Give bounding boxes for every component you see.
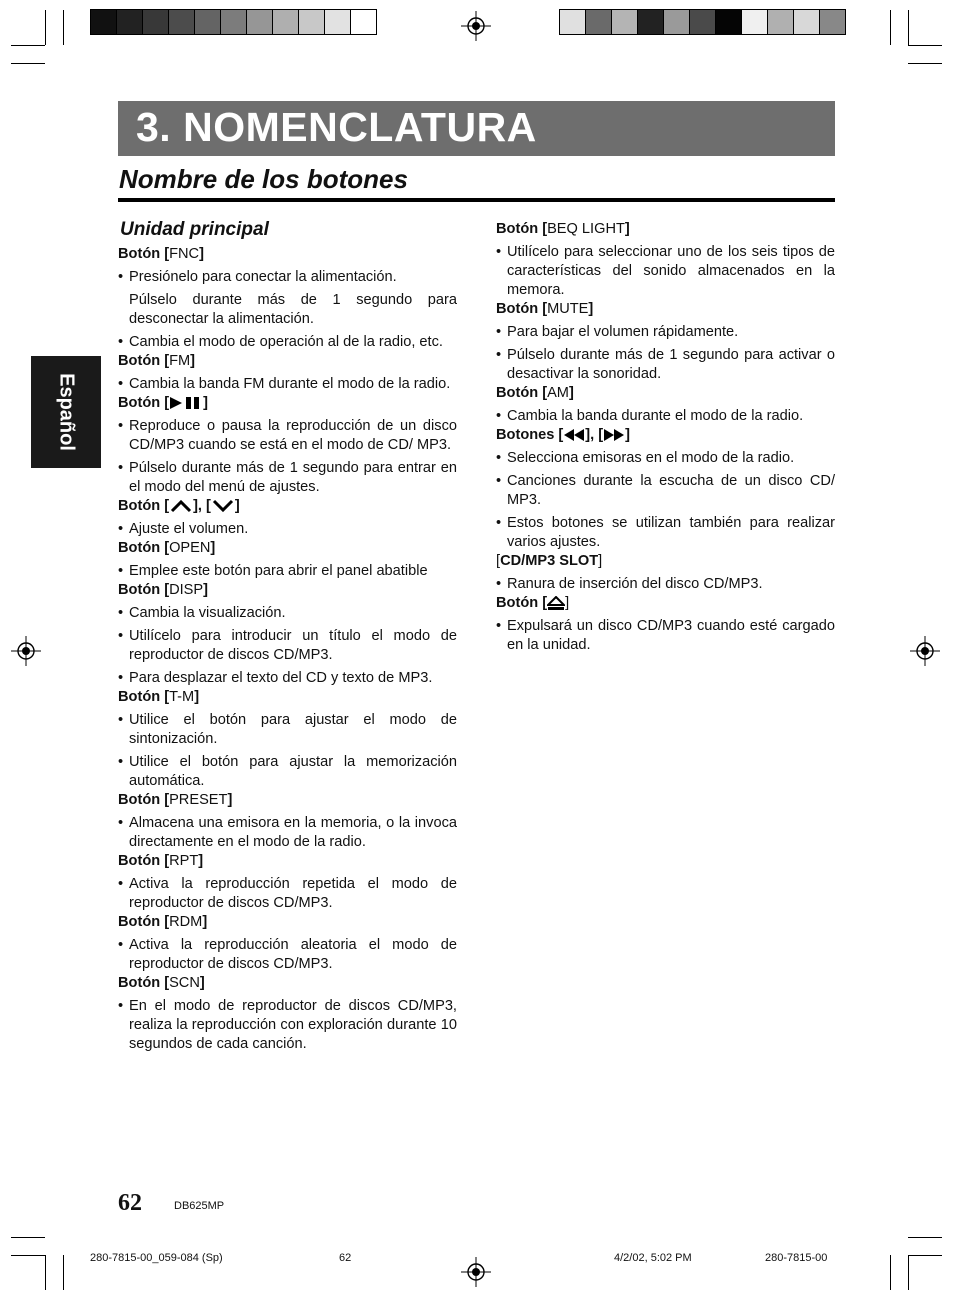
- entry-beq-light: [496, 220, 835, 300]
- list-item: • Almacena una emisora en la memoria, o la invoca directamente en el modo de la radio.: [118, 815, 457, 850]
- page-title: 3. NOMENCLATURA: [136, 104, 537, 150]
- list-item: • Estos botones se utilizan también para realizar varios ajustes.: [496, 515, 835, 550]
- color-swatch: [143, 10, 169, 34]
- color-swatch: [91, 10, 117, 34]
- list-item: • Cambia la banda FM durante el modo de la radio.: [118, 376, 451, 392]
- color-swatch: [664, 10, 690, 34]
- list-item: • Reproduce o pausa la reproducción de un disco CD/MP3 cuando se está en el modo de CD/ MP3.: [118, 418, 457, 453]
- crop-mark: [908, 1255, 942, 1256]
- list-item: • Utilice el botón para ajustar la memorización automática.: [118, 754, 457, 789]
- list-item-continuation: Púlselo durante más de 1 segundo para desconectar la alimentación.: [129, 292, 457, 327]
- list-item: • Activa la reproducción aleatoria el modo de reproductor de discos CD/MP3.: [118, 937, 457, 972]
- crop-mark: [908, 1237, 942, 1238]
- list-item: • Presiónelo para conectar la alimentación.: [118, 269, 397, 285]
- print-page-number: 62: [339, 1252, 352, 1264]
- entry-rdm: [118, 913, 457, 974]
- crop-mark: [45, 1255, 46, 1290]
- crop-mark: [890, 1255, 891, 1290]
- color-swatch: [325, 10, 351, 34]
- file-reference: 280-7815-00_059-084 (Sp): [90, 1252, 223, 1264]
- color-swatch: [221, 10, 247, 34]
- entry-eject: [496, 594, 835, 655]
- fast-forward-icon: [603, 428, 625, 442]
- list-item: • Expulsará un disco CD/MP3 cuando esté cargado en la unidad.: [496, 618, 835, 653]
- color-swatch: [299, 10, 325, 34]
- entry-heading: Botón [AM]: [496, 385, 574, 401]
- color-swatch: [195, 10, 221, 34]
- entry-heading: Botón [FM]: [118, 353, 196, 369]
- registration-mark-icon: [461, 11, 491, 41]
- entry-fnc: [118, 245, 457, 352]
- part-number: 280-7815-00: [765, 1252, 828, 1264]
- color-swatch: [638, 10, 664, 34]
- color-swatch: [247, 10, 273, 34]
- color-swatch: [351, 10, 376, 34]
- list-item: • Utilice el botón para ajustar el modo de sintonización.: [118, 712, 457, 747]
- entry-fm: [118, 352, 457, 394]
- entry-seek: [496, 426, 835, 552]
- entry-heading: Botón [ ]: [118, 395, 208, 411]
- chevron-up-icon: [169, 499, 193, 513]
- entry-heading: Botón [MUTE]: [496, 301, 594, 317]
- crop-mark: [11, 63, 45, 64]
- entry-am: [496, 384, 835, 426]
- registration-mark-icon: [11, 636, 41, 666]
- crop-mark: [63, 10, 64, 45]
- color-bar-right: [559, 9, 846, 35]
- color-swatch: [560, 10, 586, 34]
- list-item: • Para desplazar el texto del CD y texto de MP3.: [118, 670, 433, 686]
- color-swatch: [794, 10, 820, 34]
- right-column: [496, 220, 835, 655]
- color-swatch: [612, 10, 638, 34]
- crop-mark: [45, 10, 46, 45]
- left-column: [118, 220, 457, 1054]
- color-swatch: [169, 10, 195, 34]
- color-swatch: [820, 10, 845, 34]
- entry-preset: [118, 791, 457, 852]
- color-swatch: [716, 10, 742, 34]
- crop-mark: [63, 1255, 64, 1290]
- entry-heading: Botón [T-M]: [118, 689, 200, 705]
- list-item: • Canciones durante la escucha de un disco CD/ MP3.: [496, 473, 835, 508]
- play-pause-icon: [169, 396, 203, 410]
- list-item: • En el modo de reproductor de discos CD/MP3, realiza la reproducción con exploración durante 10 segundos de cada canción.: [118, 998, 457, 1052]
- page-subtitle: Nombre de los botones: [119, 164, 408, 194]
- entry-play-pause: [118, 394, 457, 497]
- list-item: • Para bajar el volumen rápidamente.: [496, 324, 739, 340]
- color-swatch: [690, 10, 716, 34]
- crop-mark: [11, 1255, 45, 1256]
- list-item: • Cambia la visualización.: [118, 605, 286, 621]
- entry-heading: Botón [ ], [ ]: [118, 498, 240, 514]
- entry-heading: Botones [ ], [ ]: [496, 427, 631, 443]
- print-date: 4/2/02, 5:02 PM: [614, 1252, 692, 1264]
- entry-heading: [CD/MP3 SLOT]: [496, 553, 603, 569]
- entry-tm: [118, 688, 457, 791]
- entry-heading: Botón [RDM]: [118, 914, 208, 930]
- entry-open: [118, 539, 457, 581]
- list-item: • Cambia el modo de operación al de la radio, etc.: [118, 334, 443, 350]
- list-item: • Púlselo durante más de 1 segundo para entrar en el modo del menú de ajustes.: [118, 460, 457, 495]
- list-item: • Cambia la banda durante el modo de la radio.: [496, 408, 804, 424]
- section-title: Unidad principal: [120, 219, 269, 240]
- page-number: 62: [118, 1190, 142, 1216]
- list-item: • Púlselo durante más de 1 segundo para activar o desactivar la sonoridad.: [496, 347, 835, 382]
- crop-mark: [908, 45, 942, 46]
- crop-mark: [11, 45, 45, 46]
- list-item: • Selecciona emisoras en el modo de la radio.: [496, 450, 795, 466]
- crop-mark: [890, 10, 891, 45]
- color-swatch: [586, 10, 612, 34]
- entry-heading: Botón [OPEN]: [118, 540, 216, 556]
- entry-heading: Botón [BEQ LIGHT]: [496, 221, 630, 237]
- color-swatch: [768, 10, 794, 34]
- entry-scn: [118, 974, 457, 1054]
- list-item: • Emplee este botón para abrir el panel abatible: [118, 563, 428, 579]
- registration-mark-icon: [910, 636, 940, 666]
- chevron-down-icon: [211, 499, 235, 513]
- entry-heading: Botón [SCN]: [118, 975, 205, 991]
- color-swatch: [273, 10, 299, 34]
- crop-mark: [11, 1237, 45, 1238]
- language-tab-label: Español: [55, 373, 78, 451]
- list-item: • Ranura de inserción del disco CD/MP3.: [496, 576, 763, 592]
- color-bar-left: [90, 9, 377, 35]
- entry-heading: Botón [RPT]: [118, 853, 204, 869]
- model-number: DB625MP: [174, 1200, 225, 1212]
- list-item: • Activa la reproducción repetida el modo de reproductor de discos CD/MP3.: [118, 876, 457, 911]
- registration-mark-icon: [461, 1257, 491, 1287]
- eject-icon: [547, 596, 565, 611]
- color-swatch: [742, 10, 768, 34]
- entry-rpt: [118, 852, 457, 913]
- color-swatch: [117, 10, 143, 34]
- crop-mark: [908, 63, 942, 64]
- entry-heading: Botón [DISP]: [118, 582, 208, 598]
- divider: [118, 198, 835, 202]
- list-item: • Utilícelo para introducir un título el modo de reproductor de discos CD/MP3.: [118, 628, 457, 663]
- entry-heading: Botón [FNC]: [118, 246, 204, 262]
- rewind-icon: [563, 428, 585, 442]
- entry-mute: [496, 300, 835, 384]
- crop-mark: [908, 1255, 909, 1290]
- list-item: • Ajuste el volumen.: [118, 521, 249, 537]
- list-item: • Utilícelo para seleccionar uno de los seis tipos de características del sonido almacenados en la memora.: [496, 244, 835, 298]
- entry-heading: Botón [ ]: [496, 595, 570, 611]
- crop-mark: [908, 10, 909, 45]
- entry-volume: [118, 497, 457, 539]
- entry-heading: Botón [PRESET]: [118, 792, 233, 808]
- entry-cd-slot: [496, 552, 835, 594]
- entry-disp: [118, 581, 457, 688]
